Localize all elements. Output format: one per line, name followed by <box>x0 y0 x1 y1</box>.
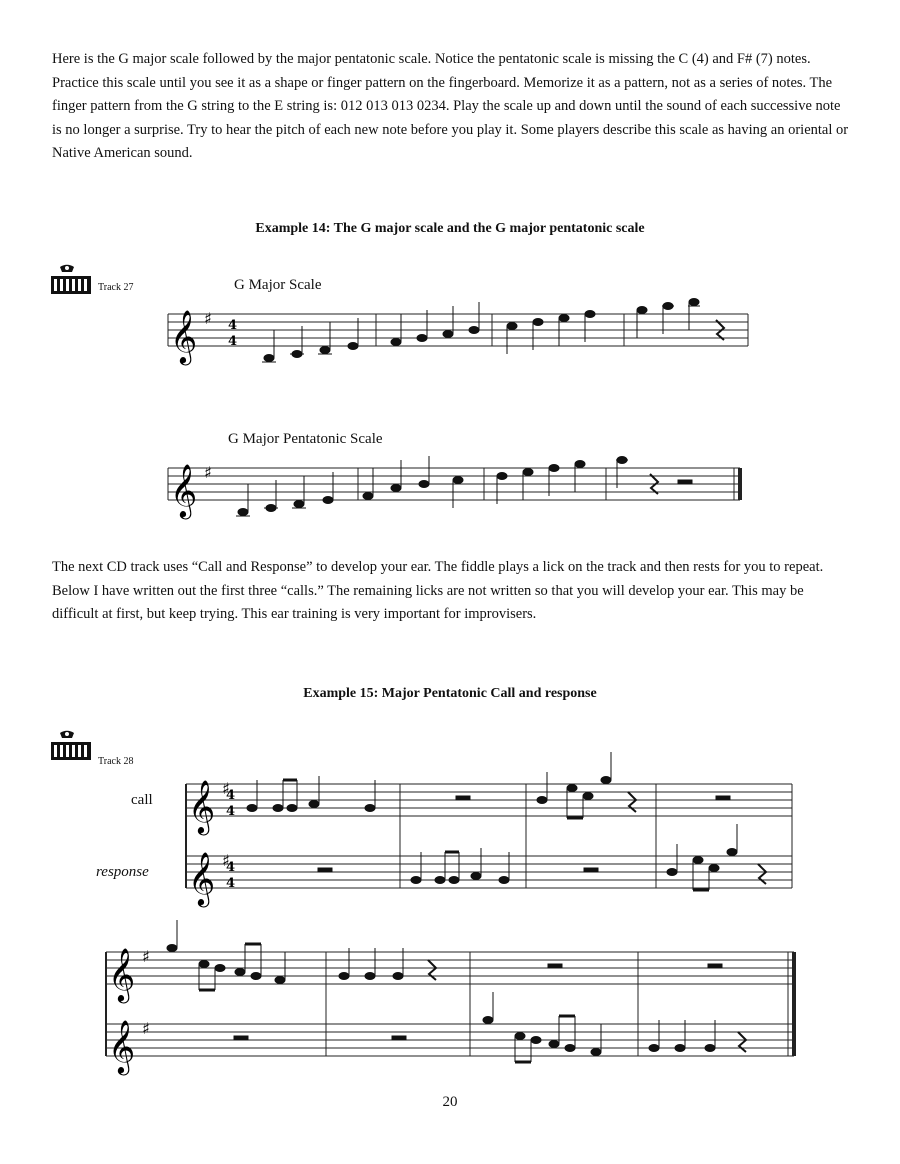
g-major-pentatonic-staff <box>168 460 750 530</box>
response-label: response <box>96 864 149 880</box>
cd-track-icon <box>48 264 94 298</box>
key-signature-sharp: ♯ <box>204 309 212 328</box>
cd-track-icon <box>48 730 94 764</box>
g-major-scale-staff <box>168 306 750 376</box>
intro-paragraph: Here is the G major scale followed by the major pentatonic scale. Notice the pentatonic scale is missing the C (4) and F# (7) notes. Practice this scale until you see it as a shape or finger pattern on the fingerboard. Memorize it as a pattern, not as a series of notes. The finger pattern from the G string to the E string is: 012 013 013 0234. Play the scale up and down until the sound of each successive note is no longer a surprise. Try to hear the pitch of each new note before you play it. Some players describe this scale as having an oriental or Native American sound. <box>52 51 849 161</box>
treble-clef-icon: 𝄞 <box>108 1019 136 1073</box>
treble-clef-icon: 𝄞 <box>188 779 216 833</box>
treble-clef-icon: 𝄞 <box>170 309 198 363</box>
treble-clef-icon: 𝄞 <box>108 947 136 1001</box>
call-label: call <box>131 792 153 808</box>
time-signature-bottom: 4 <box>226 804 236 819</box>
g-major-scale-label: G Major Scale <box>234 277 322 293</box>
time-signature-top: 4 <box>226 860 236 875</box>
track-28-label: Track 28 <box>98 756 134 767</box>
example-15-heading: Example 15: Major Pentatonic Call and response <box>303 686 597 701</box>
call-response-paragraph: The next CD track uses “Call and Response” to develop your ear. The fiddle plays a lick on the track and then rests for you to repeat. Below I have written out the first three “calls.” The remaining licks are not written so that you will develop your ear. This may be difficult at first, but keep trying. This ear training is very important for improvisers. <box>52 559 824 622</box>
time-signature-bottom: 4 <box>228 334 238 349</box>
time-signature-bottom: 4 <box>226 876 236 891</box>
time-signature-top: 4 <box>226 788 236 803</box>
treble-clef-icon: 𝄞 <box>170 463 198 517</box>
call-response-system-1 <box>186 776 798 916</box>
key-signature-sharp: ♯ <box>222 779 230 798</box>
page-number: 20 <box>442 1094 458 1110</box>
call-response-system-2 <box>106 944 798 1084</box>
key-signature-sharp: ♯ <box>204 463 212 482</box>
time-signature-top: 4 <box>228 318 238 333</box>
track-27-label: Track 27 <box>98 282 134 293</box>
key-signature-sharp: ♯ <box>222 851 230 870</box>
example-14-heading: Example 14: The G major scale and the G major pentatonic scale <box>255 221 645 236</box>
key-signature-sharp: ♯ <box>142 1019 150 1038</box>
key-signature-sharp: ♯ <box>142 947 150 966</box>
g-major-pentatonic-label: G Major Pentatonic Scale <box>228 431 383 447</box>
treble-clef-icon: 𝄞 <box>188 851 216 905</box>
